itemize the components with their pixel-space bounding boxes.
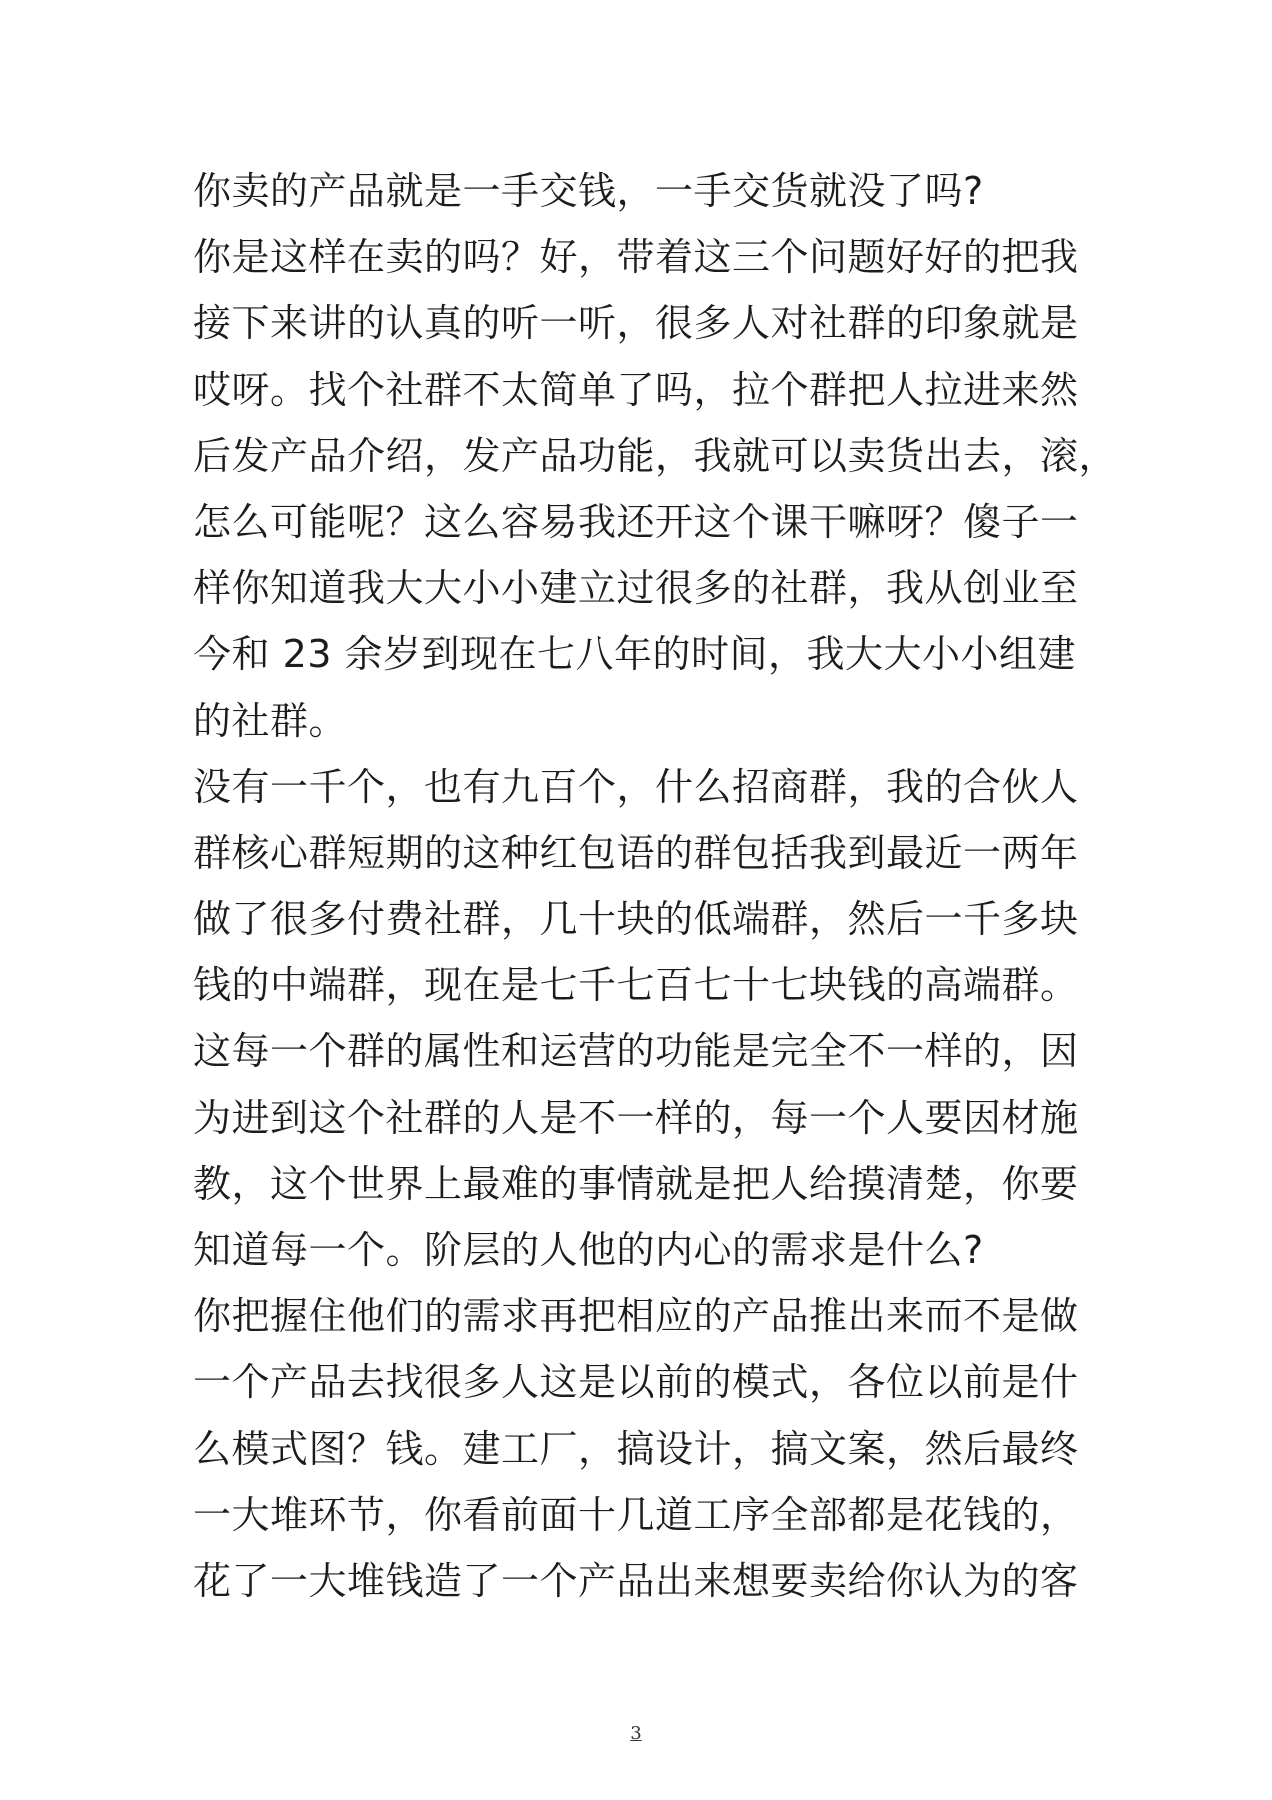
text-line: 怎么可能呢？这么容易我还开这个课干嘛呀？傻子一 — [193, 499, 1079, 544]
text-line: 样你知道我大大小小建立过很多的社群，我从创业至 — [193, 566, 1079, 611]
text-line: 没有一千个，也有九百个，什么招商群，我的合伙人 — [193, 764, 1079, 809]
text-line: 做了很多付费社群，几十块的低端群，然后一千多块 — [193, 897, 1079, 942]
text-line: 后发产品介绍，发产品功能，我就可以卖货出去，滚， — [193, 433, 1118, 478]
text-line: 你是这样在卖的吗？好，带着这三个问题好好的把我 — [193, 235, 1079, 280]
text-line: 今和 23 余岁到现在七八年的时间，我大大小小组建 — [193, 632, 1077, 677]
text-line: 你卖的产品就是一手交钱，一手交货就没了吗? — [193, 169, 984, 213]
text-line: 花了一大堆钱造了一个产品出来想要卖给你认为的客 — [193, 1558, 1079, 1603]
text-line: 你把握住他们的需求再把相应的产品推出来而不是做 — [193, 1294, 1079, 1339]
text-line: 的社群。 — [193, 698, 348, 743]
text-line: 一个产品去找很多人这是以前的模式，各位以前是什 — [193, 1360, 1079, 1405]
text-line: 群核心群短期的这种红包语的群包括我到最近一两年 — [193, 830, 1079, 875]
text-line: 哎呀。找个社群不太简单了吗，拉个群把人拉进来然 — [193, 367, 1079, 412]
text-line: 么模式图？钱。建工厂，搞设计，搞文案，然后最终 — [193, 1426, 1079, 1471]
text-line: 一大堆环节，你看前面十几道工序全部都是花钱的， — [193, 1492, 1079, 1537]
text-line: 知道每一个。阶层的人他的内心的需求是什么? — [193, 1228, 984, 1272]
body-text — [193, 158, 1118, 1614]
page-number: 3 — [630, 1723, 642, 1744]
text-line: 接下来讲的认真的听一听，很多人对社群的印象就是 — [193, 301, 1079, 346]
text-line: 钱的中端群，现在是七千七百七十七块钱的高端群。 — [193, 963, 1079, 1008]
text-line: 这每一个群的属性和运营的功能是完全不一样的，因 — [193, 1029, 1079, 1074]
text-line: 为进到这个社群的人是不一样的，每一个人要因材施 — [193, 1095, 1079, 1140]
text-line: 教，这个世界上最难的事情就是把人给摸清楚，你要 — [193, 1161, 1079, 1206]
